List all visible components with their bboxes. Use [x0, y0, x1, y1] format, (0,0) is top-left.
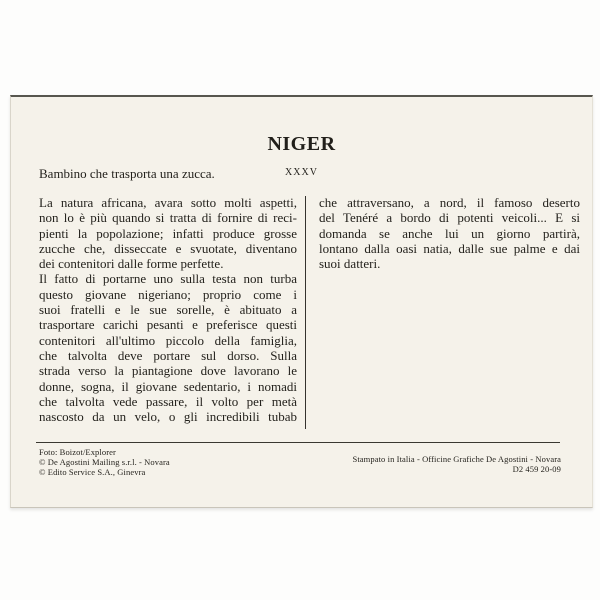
text-line: trasportare carichi pesanti e preferisce questi: [39, 317, 297, 333]
text-line: domanda se anche lui un giorno partirà,: [319, 225, 580, 241]
text-line: suoi datteri.: [319, 256, 381, 272]
text-column-left: [39, 195, 297, 424]
series-number: XXXV: [285, 167, 318, 178]
footer-credit-line: © Edito Service S.A., Ginevra: [39, 466, 146, 477]
text-line: che talvolta vede passare, il volto per metà: [39, 393, 297, 409]
footer-credits-left: [39, 448, 170, 477]
text-line: strada verso la piantagione dove lavorano le: [39, 363, 297, 379]
text-line: suoi fratelli e le sue sorelle, è abituato a: [39, 302, 297, 318]
text-line: questo giovane nigeriano; proprio come i: [39, 286, 297, 302]
footer-printer-line: D2 459 20-09: [512, 464, 561, 474]
footer-rule: [36, 442, 560, 443]
text-line: pienti la popolazione; infatti produce grosse: [39, 225, 297, 241]
text-line: non lo è più quando si tratta di fornire di reci-: [39, 210, 297, 226]
postcard-title: NIGER: [267, 133, 336, 155]
text-line: Il fatto di portarne uno sulla testa non turba: [39, 271, 297, 287]
footer-printer-line: Stampato in Italia - Officine Grafiche De Agostini - Novara: [352, 454, 561, 464]
text-line: che attraversano, a nord, il famoso deserto: [319, 195, 580, 210]
photo-caption: Bambino che trasporta una zucca.: [39, 166, 215, 181]
footer-credit-line: © De Agostini Mailing s.r.l. - Novara: [39, 456, 170, 467]
text-column-right: [319, 195, 580, 271]
text-line: donne, sogna, il giovane sedentario, i nomadi: [39, 378, 297, 394]
text-line: nascosto da un velo, o gli incredibili tubab: [39, 409, 297, 425]
text-line: che talvolta deve portare sul dorso. Sulla: [39, 347, 297, 363]
postcard: [10, 95, 593, 508]
text-line: lontano dalla oasi natia, dalle sue palme e dai: [319, 240, 580, 256]
footer-printer-info: [353, 454, 562, 474]
text-line: dei contenitori dalle forme perfette.: [39, 256, 224, 272]
text-line: La natura africana, avara sotto molti aspetti,: [39, 195, 297, 210]
text-line: contenitori all'ultimo piccolo della famiglia,: [39, 332, 297, 348]
column-divider: [305, 196, 306, 429]
text-line: del Tenéré a bordo di potenti veicoli... E si: [319, 210, 580, 226]
text-line: zucche che, disseccate e svuotate, diventano: [39, 240, 297, 256]
footer-credit-line: Foto: Boizot/Explorer: [39, 447, 116, 457]
